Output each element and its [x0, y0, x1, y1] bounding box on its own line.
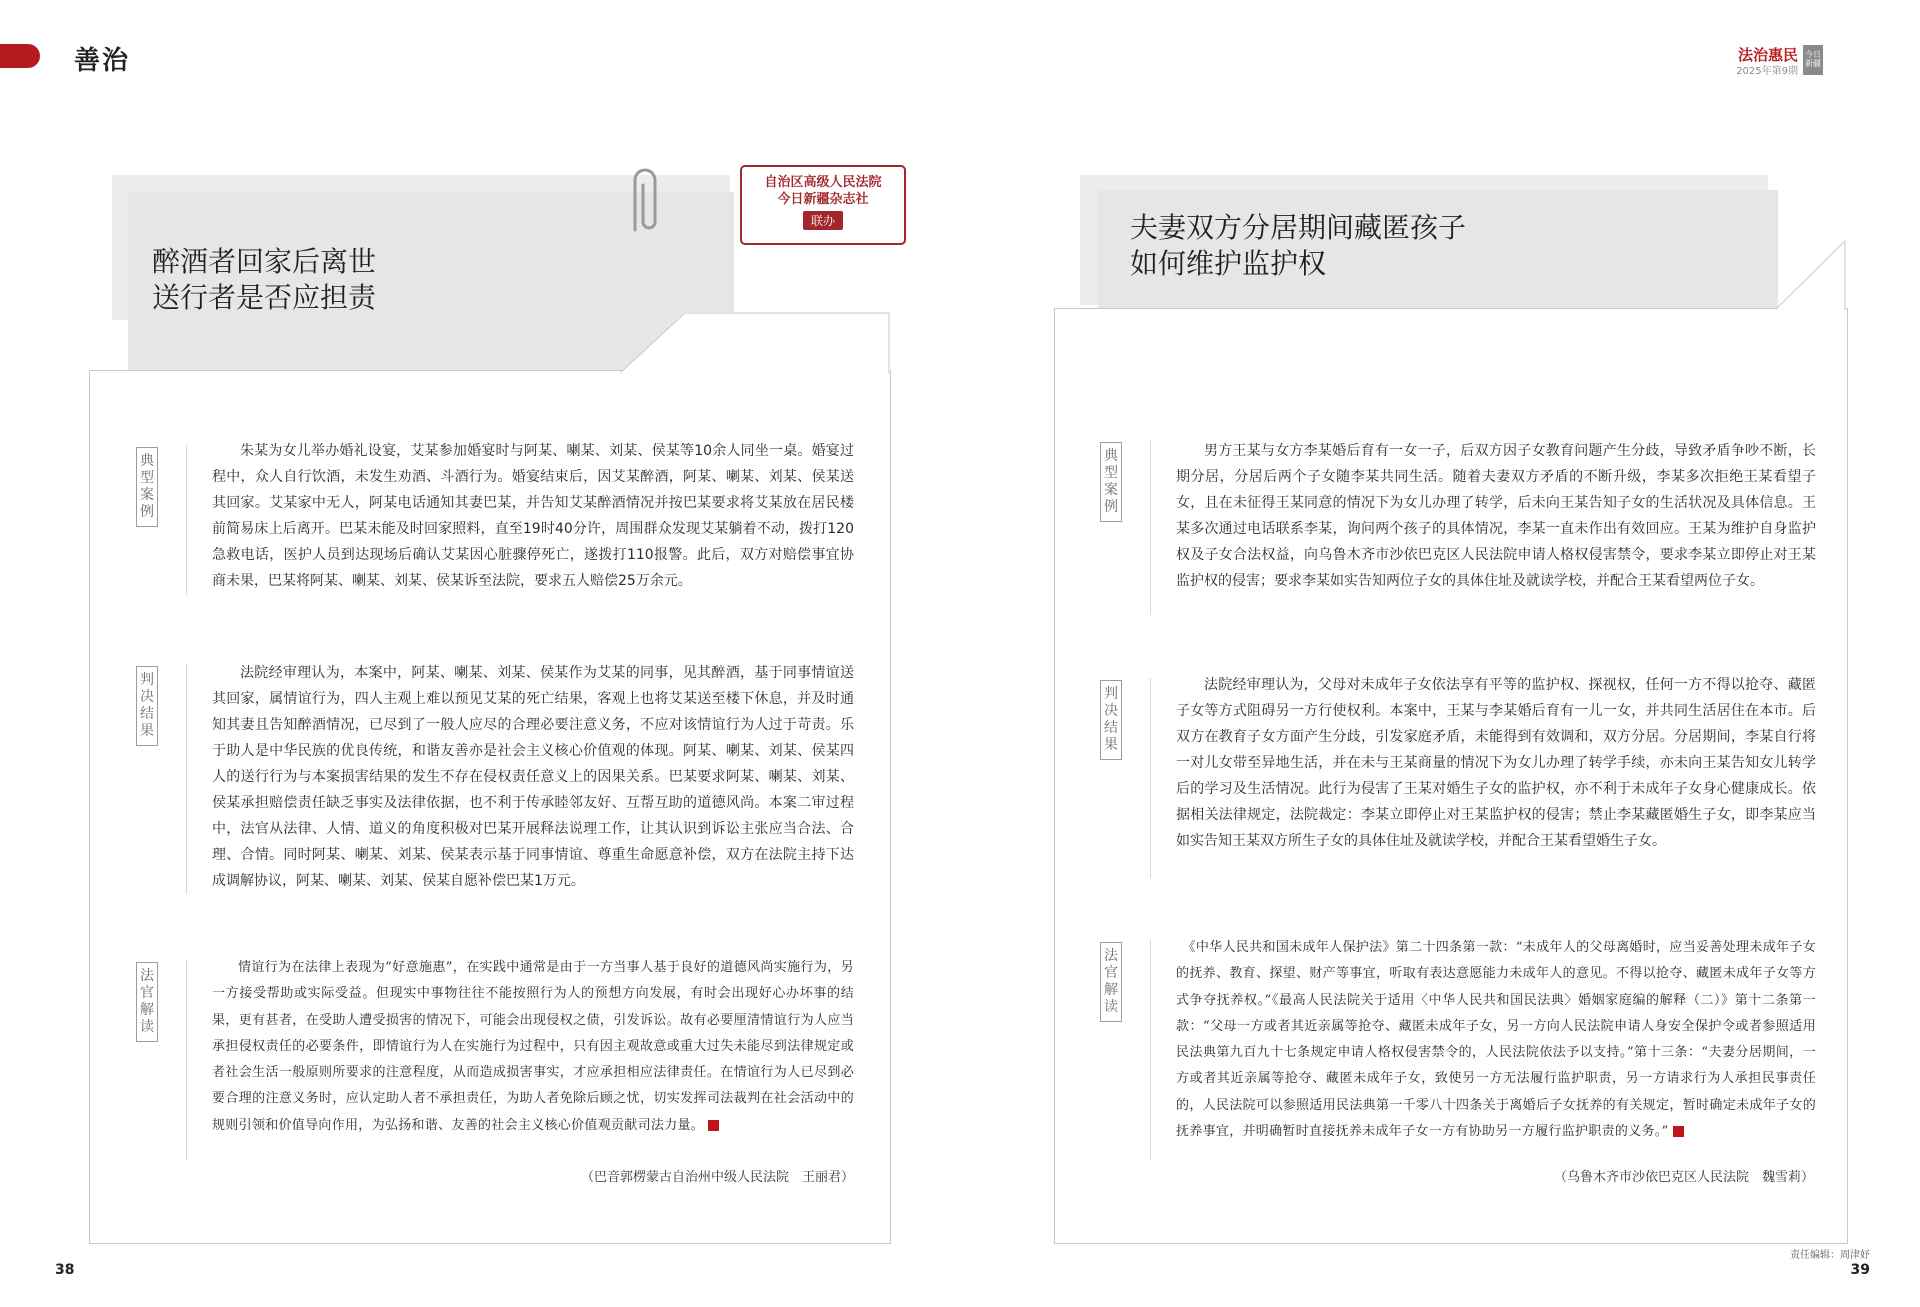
magazine-name: 法治惠民	[1737, 46, 1798, 64]
section-title: 善治	[74, 46, 131, 76]
left-case-text: 朱某为女儿举办婚礼设宴，艾某参加婚宴时与阿某、喇某、刘某、侯某等10余人同坐一桌。婚宴过程中，众人自行饮酒，未发生劝酒、斗酒行为。婚宴结束后，因艾某醉酒，阿某、喇某、刘某、侯某送其回家。艾某家中无人，阿某电话通知其妻巴某，并告知艾某醉酒情况并按巴某要求将艾某放在居民楼前简易床上后离开。巴某未能及时回家照料，直至19时40分许，周围群众发现艾某躺着不动，拨打120急救电话，医护人员到达现场后确认艾某因心脏骤停死亡，遂拨打110报警。此后，双方对赔偿事宜协商未果，巴某将阿某、喇某、刘某、侯某诉至法院，要求五人赔偿25万余元。	[212, 443, 854, 589]
section-tab-decoration	[0, 44, 40, 68]
page-number-right: 39	[1850, 1262, 1870, 1278]
magazine-issue: 2025年第9期	[1736, 66, 1798, 77]
responsible-editor: 责任编辑：周津妤	[1790, 1250, 1870, 1261]
right-rule-interpretation	[1150, 940, 1151, 1160]
right-case-text: 男方王某与女方李某婚后育有一女一子，后双方因子女教育问题产生分歧，导致矛盾争吵不断，长期分居，分居后两个子女随李某共同生活。随着夫妻双方矛盾的不断升级，李某多次拒绝王某看望子女，且在未征得王某同意的情况下为女儿办理了转学，后未向王某告知子女的生活状况及具体信息。王某多次通过电话联系李某，询问两个孩子的具体情况，李某一直未作出有效回应。王某为维护自身监护权及子女合法权益，向乌鲁木齐市沙依巴克区人民法院申请人格权侵害禁令，要求李某立即停止对王某监护权的侵害；要求李某如实告知两位子女的具体住址及就读学校，并配合王某看望两位子女。	[1176, 443, 1816, 589]
right-interpretation-body: 《中华人民共和国未成年人保护法》第二十四条第一款：“未成年人的父母离婚时，应当妥善处理未成年子女的抚养、教育、探望、财产等事宜，听取有表达意愿能力未成年人的意见。不得以抢夺、藏匿未成年子女等方式争夺抚养权。”《最高人民法院关于适用〈中华人民共和国民法典〉婚姻家庭编的解释（二）》第十二条第一款：“父母一方或者其近亲属等抢夺、藏匿未成年子女，另一方向人民法院申请人身安全保护令或者参照适用民法典第九百九十七条规定申请人格权侵害禁令的，人民法院依法予以支持。”第十三条：“夫妻分居期间，一方或者其近亲属等抢夺、藏匿未成年子女，致使另一方无法履行监护职责，另一方请求行为人承担民事责任的，人民法院可以参照适用民法典第一千零八十四条关于离婚后子女抚养的有关规定，暂时确定未成年子女的抚养事宜，并明确暂时直接抚养未成年子女一方有协助另一方履行监护职责的义务。”	[1176, 940, 1816, 1140]
right-rule-verdict	[1150, 678, 1151, 878]
right-rule-case	[1150, 440, 1151, 615]
paperclip-icon	[625, 160, 665, 240]
left-interpretation-body: 情谊行为在法律上表现为“好意施惠”，在实践中通常是由于一方当事人基于良好的道德风尚实施行为，另一方接受帮助或实际受益。但现实中事物往往不能按照行为人的预想方向发展，有时会出现好心办坏事的结果，更有甚者，在受助人遭受损害的情况下，可能会出现侵权之债，引发诉讼。故有必要厘清情谊行为人应当承担侵权责任的必要条件，即情谊行为人在实施行为过程中，只有因主观故意或重大过失未能尽到法律规定或者社会生活一般原则所要求的注意程度，从而造成损害事实，才应承担相应法律责任。在情谊行为人已尽到必要合理的注意义务时，应认定助人者不承担责任，为助人者免除后顾之忧，切实发挥司法裁判在社会活动中的规则引领和价值导向作用，为弘扬和谐、友善的社会主义核心价值观贡献司法力量。	[212, 960, 854, 1133]
right-signature: （乌鲁木齐市沙依巴克区人民法院 魏雪莉）	[1553, 1170, 1814, 1185]
right-label-case: 典型案例	[1100, 442, 1122, 522]
stamp-joint-badge: 联办	[803, 211, 843, 230]
left-article-title-line1: 醉酒者回家后离世	[152, 245, 377, 278]
left-label-case: 典型案例	[136, 447, 158, 527]
stamp-line-2: 今日新疆杂志社	[777, 192, 869, 207]
end-mark-icon	[708, 1120, 719, 1131]
left-rule-case	[186, 445, 187, 595]
right-frame-fold	[1776, 240, 1848, 310]
joint-organizer-stamp	[740, 165, 906, 245]
right-frame-top-cover	[1098, 308, 1778, 309]
left-rule-interpretation	[186, 960, 187, 1160]
magazine-logo: 今日新疆	[1803, 45, 1823, 75]
right-article-title-line2: 如何维护监护权	[1130, 247, 1327, 280]
end-mark-icon	[1673, 1126, 1684, 1137]
left-label-verdict: 判决结果	[136, 666, 158, 746]
left-label-interpretation: 法官解读	[136, 962, 158, 1042]
right-interpretation-text	[1176, 935, 1816, 1145]
left-article-title-line2: 送行者是否应担责	[152, 281, 377, 314]
right-label-interpretation: 法官解读	[1100, 942, 1122, 1022]
left-interpretation-text	[212, 955, 854, 1139]
right-verdict-text: 法院经审理认为，父母对未成年子女依法享有平等的监护权、探视权，任何一方不得以抢夺、藏匿子女等方式阻碍另一方行使权利。本案中，王某与李某婚后育有一儿一女，并共同生活居住在本市。后双方在教育子女方面产生分歧，引发家庭矛盾，未能得到有效调和，双方分居。分居期间，李某自行将一对儿女带至异地生活，并在未与王某商量的情况下为女儿办理了转学手续，亦未向王某告知女儿转学后的学习及生活情况。此行为侵害了王某对婚生子女的监护权，亦不利于未成年子女身心健康成长。依据相关法律规定，法院裁定：李某立即停止对王某监护权的侵害；禁止李某藏匿婚生子女，即李某应当如实告知王某双方所生子女的具体住址及就读学校，并配合王某看望婚生子女。	[1176, 677, 1816, 849]
left-rule-verdict	[186, 664, 187, 894]
right-article-title-line1: 夫妻双方分居期间藏匿孩子	[1130, 211, 1467, 244]
left-signature: （巴音郭楞蒙古自治州中级人民法院 王丽君）	[580, 1170, 854, 1185]
left-verdict-text: 法院经审理认为，本案中，阿某、喇某、刘某、侯某作为艾某的同事，见其醉酒，基于同事情谊送其回家，属情谊行为，四人主观上难以预见艾某的死亡结果，客观上也将艾某送至楼下休息，并及时通知其妻且告知醉酒情况，已尽到了一般人应尽的合理必要注意义务，不应对该情谊行为人过于苛责。乐于助人是中华民族的优良传统，和谐友善亦是社会主义核心价值观的体现。阿某、喇某、刘某、侯某四人的送行行为与本案损害结果的发生不存在侵权责任意义上的因果关系。巴某要求阿某、喇某、刘某、侯某承担赔偿责任缺乏事实及法律依据，也不利于传承睦邻友好、互帮互助的道德风尚。本案二审过程中，法官从法律、人情、道义的角度积极对巴某开展释法说理工作，让其认识到诉讼主张应当合法、合理、合情。同时阿某、喇某、刘某、侯某表示基于同事情谊、尊重生命愿意补偿，双方在法院主持下达成调解协议，阿某、喇某、刘某、侯某自愿补偿巴某1万元。	[212, 665, 854, 889]
left-frame-top-line	[89, 370, 621, 371]
left-frame-fold	[620, 312, 895, 374]
stamp-line-1: 自治区高级人民法院	[764, 175, 882, 190]
page-number-left: 38	[55, 1262, 75, 1278]
right-label-verdict: 判决结果	[1100, 680, 1122, 760]
